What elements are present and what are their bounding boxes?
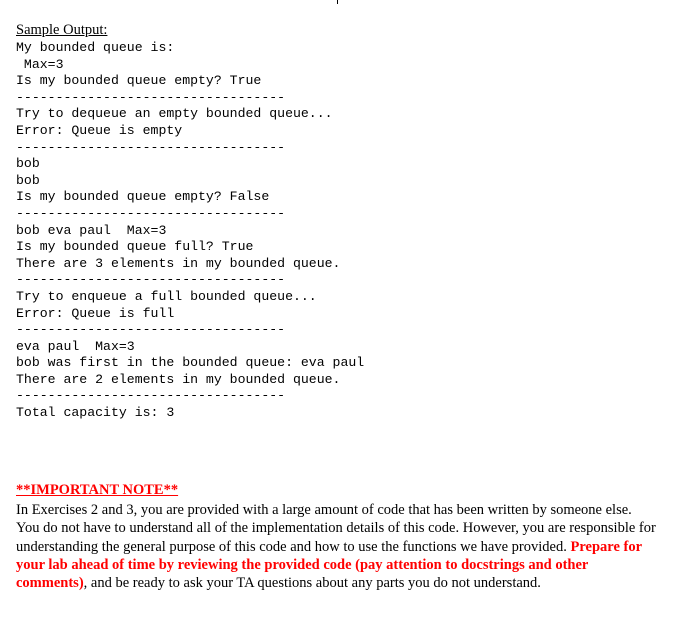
output-line: Total capacity is: 3 (16, 405, 175, 421)
output-line: Is my bounded queue full? True (16, 239, 254, 255)
output-line: bob (16, 156, 40, 172)
sample-output-block (16, 40, 364, 422)
output-line: bob (16, 172, 40, 188)
output-line: Is my bounded queue empty? True (16, 73, 262, 89)
important-note-title: **IMPORTANT NOTE** (16, 482, 179, 498)
sample-output-heading: Sample Output: (16, 22, 108, 38)
output-line: Error: Queue is empty (16, 122, 183, 138)
output-line: There are 2 elements in my bounded queue. (16, 371, 341, 387)
output-line: My bounded queue is: (16, 40, 175, 55)
output-line: Try to enqueue a full bounded queue... (16, 288, 317, 304)
output-line: eva paul Max=3 (16, 338, 135, 354)
output-line: Max=3 (16, 56, 64, 72)
important-note-body (16, 501, 656, 592)
output-line: Error: Queue is full (16, 305, 175, 321)
note-emphasis: Prepare for your lab ahead of time by reviewing the provided code (pay attention to docstrings and other comments) (16, 538, 642, 592)
output-separator: ---------------------------------- (16, 322, 286, 338)
note-text: In Exercises 2 and 3, you are provided with a large amount of code that has been written by someone else. You do not have to understand all of the implementation details of this code. However, you are responsible for understanding the general purpose of this code and how to use the functions we have provided. (16, 502, 656, 555)
output-line: bob eva paul Max=3 (16, 222, 167, 238)
output-separator: ---------------------------------- (16, 388, 286, 404)
output-separator: ---------------------------------- (16, 205, 286, 221)
output-line: Try to dequeue an empty bounded queue... (16, 106, 333, 122)
output-separator: ---------------------------------- (16, 272, 286, 288)
output-separator: ---------------------------------- (16, 89, 286, 105)
note-text-end: , and be ready to ask your TA questions about any parts you do not understand. (83, 575, 541, 592)
output-line: There are 3 elements in my bounded queue. (16, 255, 341, 271)
output-line: bob was first in the bounded queue: eva paul (16, 355, 365, 371)
output-line: Is my bounded queue empty? False (16, 189, 270, 205)
page-mark (337, 0, 338, 4)
output-separator: ---------------------------------- (16, 139, 286, 155)
